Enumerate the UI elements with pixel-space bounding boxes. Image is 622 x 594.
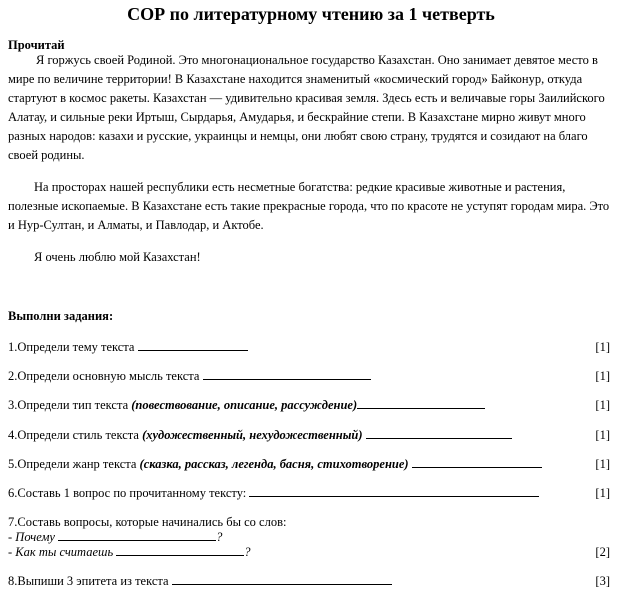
task-text: 3.Определи тип текста [8,398,129,412]
paragraph-text: Я очень люблю мой Казахстан! [34,250,201,264]
score-mark: [1] [595,457,610,471]
task-text: 1.Определи тему текста [8,340,135,354]
tasks-label: Выполни задания: [8,309,114,323]
task-text: 2.Определи основную мысль текста [8,369,200,383]
question-mark: ? [244,545,251,559]
task-3 [8,397,610,413]
text-paragraph-1 [8,51,614,165]
task-text: 6.Составь 1 вопрос по прочитанному тексту: [8,486,247,500]
answer-line[interactable] [203,368,371,380]
answer-line[interactable] [116,544,244,556]
task-text: 8.Выпиши 3 эпитета из текста [8,574,169,588]
task-hint: (сказка, рассказ, легенда, басня, стихотворение) [139,457,409,471]
score-mark: [3] [595,574,610,588]
answer-line[interactable] [357,397,485,409]
task-1 [8,339,610,355]
answer-line[interactable] [58,529,216,541]
answer-line[interactable] [249,485,539,497]
question-start-why: Почему [15,530,55,544]
task-text: 4.Определи стиль текста [8,428,139,442]
task-text: 5.Определи жанр текста [8,457,137,471]
question-start-opinion: Как ты считаешь [15,545,114,559]
score-mark: [1] [595,398,610,412]
score-mark: [2] [595,545,610,559]
text-paragraph-2 [8,178,614,235]
answer-line[interactable] [412,456,542,468]
task-hint: (художественный, нехудожественный) [142,428,363,442]
score-mark: [1] [595,428,610,442]
text-paragraph-3 [8,248,614,267]
dash: - [8,545,13,559]
score-mark: [1] [595,340,610,354]
task-5 [8,456,610,472]
answer-line[interactable] [138,339,248,351]
answer-line[interactable] [172,573,392,585]
task-text: 7.Составь вопросы, которые начинались бы со слов: [8,515,287,529]
task-8 [8,573,610,589]
answer-line[interactable] [366,427,512,439]
score-mark: [1] [595,369,610,383]
question-mark: ? [216,530,223,544]
score-mark: [1] [595,486,610,500]
task-7 [8,514,610,530]
page-title: СОР по литературному чтению за 1 четверть [127,4,495,24]
task-7-question-2 [8,544,610,560]
task-6 [8,485,610,501]
dash: - [8,530,13,544]
paragraph-text: На просторах нашей республики есть несметные богатства: редкие красивые животные и растения, полезные ископаемые. В Казахстане есть такие прекрасные города, что по красоте не уступят городам мира. Это и Нур-Султан, и Алматы, и Павлодар, и Актобе. [8,180,610,232]
task-7-question-1 [8,529,610,545]
task-4 [8,427,610,443]
read-label: Прочитай [8,38,65,52]
task-hint: (повествование, описание, рассуждение) [131,398,358,412]
paragraph-text: Я горжусь своей Родиной. Это многонациональное государство Казахстан. Оно занимает девятое место в мире по величине территории! В Казахстане находится знаменитый «космический город» Байконур, откуда стартуют в космос ракеты. Казахстан — удивительно красивая земля. Здесь есть и величавые горы Заилийского Алатау, и сильные реки Иртыш, Сырдарья, Амударья, и бескрайние степи. В Казахстане мирно живут много разных народов: казахи и русские, украинцы и немцы, они любят свою страну, трудятся и созидают на благо своей родины. [8,53,605,162]
task-2 [8,368,610,384]
